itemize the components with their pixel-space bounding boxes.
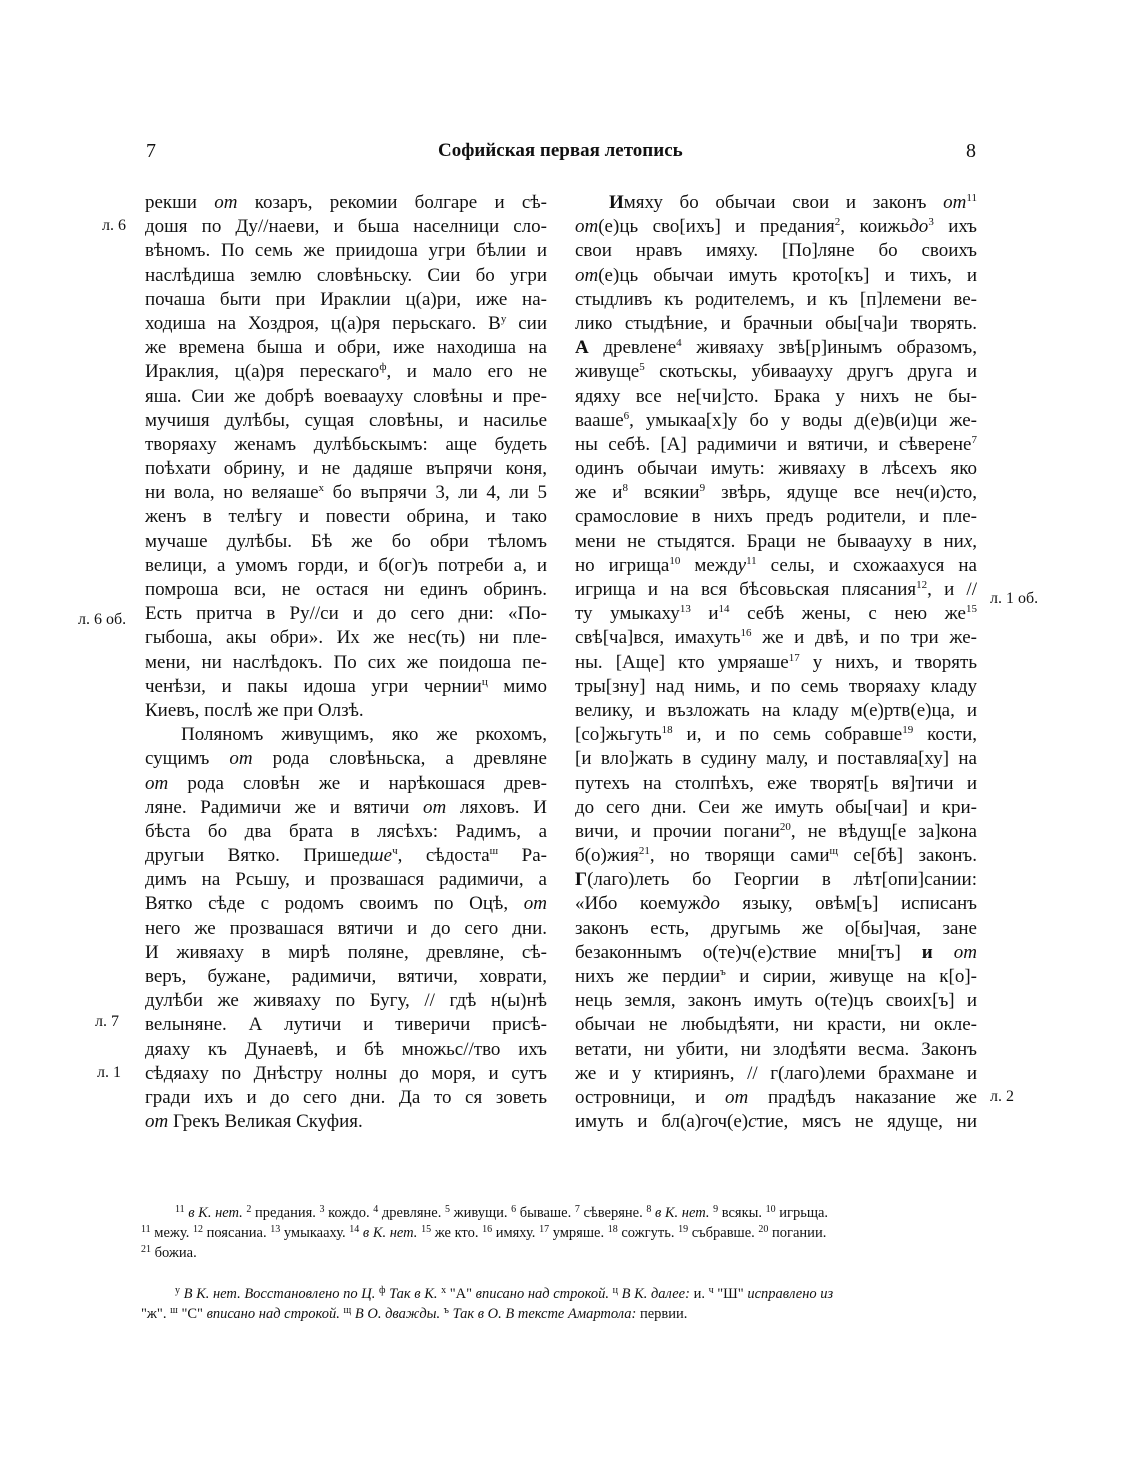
left-column-line: дошя по Ду//наеви, и бьша населници сло-	[145, 216, 547, 238]
left-column-line: поѣхати обрину, и не дадяше въпрячи коня,	[145, 458, 547, 480]
left-column-line: И живяаху в мирѣ поляне, древляне, сѣ-	[145, 941, 547, 963]
left-column-line: женъ в телѣгу и повести обрина, и тако	[145, 506, 547, 528]
margin-folio-label: л. 2	[990, 1088, 1014, 1105]
right-column-line: [и вло]жать в судину малу, и поставляа[ху] на	[575, 748, 977, 770]
right-column-line: имуть и бл(а)гоч(е)стие, мясъ не ядуще, ни	[575, 1111, 977, 1133]
left-column-line: ляне. Радимичи же и вятичи от ляховъ. И	[145, 796, 547, 818]
left-column-line: сущимъ от рода словѣньска, а древляне	[145, 748, 547, 770]
left-column-line: Киевъ, послѣ же при Олзѣ.	[145, 699, 364, 721]
right-column-line: одинъ обычаи имуть: живяаху в лѣсехъ яко	[575, 458, 977, 480]
right-column-line: от(е)ць обычаи имуть крото[къ] и тихъ, и	[575, 264, 977, 286]
right-column-line: вичи, и прочии погани$^{20}$, не вѣдущ[е за]кона	[575, 820, 977, 842]
right-column-line: стыдливъ къ родителемъ, и къ [п]лемени ве-	[575, 288, 977, 310]
right-column-line: ветати, ни убити, ни злодѣяти весма. Законъ	[575, 1038, 977, 1060]
numeric-footnotes	[141, 1203, 981, 1263]
left-column-line: мучаше дулѣбы. Бѣ же бо обри тѣломъ	[145, 530, 547, 552]
right-column-line: ны. [Аще] кто умряаше$^{17}$ у нихъ, и творять	[575, 651, 977, 673]
right-column-line: нець земля, законъ имуть о(те)цъ своих[ъ] и	[575, 990, 977, 1012]
margin-folio-label: л. 6	[102, 217, 126, 234]
left-column-line: от Грекъ Великая Скуфия.	[145, 1111, 363, 1133]
left-column-line: Вятко сѣде с родомъ своимъ по Оцѣ, от	[145, 893, 547, 915]
footnote-line: "ж". $^ш$ "С" вписано над строкой. $^щ$ В О. дважды. $^ъ$ Так в О. В тексте Амартола: первии.	[141, 1305, 688, 1322]
left-column-line: мени, ни наслѣдокъ. По сих же поидоша пе-	[145, 651, 547, 673]
right-column-line: живуще$^5$ скотьскы, убиваауху другъ друга и	[575, 361, 977, 383]
right-column-line: тры[зну] над нимь, и по семь творяаху кладу	[575, 675, 977, 697]
right-column-line: велику, и възложать на кладу м(е)ртв(е)ца, и	[575, 699, 977, 721]
right-column-line: срамословие в нихъ предъ родители, и пле-	[575, 506, 977, 528]
margin-folio-label: л. 1	[97, 1064, 121, 1081]
right-column-line: островници, и от прадѣдъ наказание же	[575, 1086, 977, 1108]
left-column-line: ходиша на Хоздроя, ц(а)ря перьскаго. $В^у$ сии	[145, 312, 547, 334]
right-column-line: [со]жьгуть$^{18}$ и, и по семь собравше$^{19}$ кости,	[575, 724, 978, 746]
right-column-line: обычаи не любыдѣяти, ни красти, ни окле-	[575, 1014, 977, 1036]
right-column-line: мени не стыдятся. Браци не бываауху в них,	[575, 530, 977, 552]
right-column-line: безаконнымъ о(те)ч(е)ствие мни[тъ] и от	[575, 941, 977, 963]
right-column-line: путехъ на столпѣхъ, еже творят[ь вя]тичи и	[575, 772, 977, 794]
right-column-line: Имяху бо обычаи свои и законъ $от^{11}$	[609, 192, 977, 213]
left-column-line: гыбоша, акы обри». Их же нес(ть) ни пле-	[145, 627, 547, 649]
right-column-line: свои нравъ имяху. [По]ляне бо своихъ	[575, 240, 977, 262]
footnote-line: $^{21}$ божиа.	[141, 1244, 197, 1261]
left-column-line: гради ихъ и до сего дни. Да то ся зоветь	[145, 1086, 547, 1108]
left-column-line: наслѣдиша землю словѣньску. Сии бо угри	[145, 264, 547, 286]
right-column-line: Г(лаго)леть бо Георгии в лѣт[опи]сании:	[575, 869, 977, 891]
margin-folio-label: л. 1 об.	[990, 590, 1039, 607]
right-column-line: игрища и на вся бѣсовьская плясания$^{12}$, и //	[575, 579, 977, 600]
right-column-line: до сего дни. Сеи же имуть обы[чаи] и кри-	[575, 796, 977, 818]
right-column-line: же и у ктириянъ, // г(лаго)леми брахмане и	[575, 1062, 977, 1084]
page-number-left: 7	[146, 140, 156, 162]
left-column-line: него же прозвашася вятичи и до сего дни.	[145, 917, 547, 939]
right-column-line: законъ есть, другымь же о[бы]чая, зане	[575, 917, 977, 939]
footnote-line: $^{11}$ межу. $^{12}$ поясаниа. $^{13}$ умыкааху. $^{14}$ в К. нет. $^{15}$ же кто. $^{16}$ имяху. $^{17}$ умряше. $^{18}$ сожгуть. $^{19}$ събравше. $^{20}$ погании.	[141, 1224, 827, 1241]
left-text-column	[145, 191, 547, 1134]
left-column-line: же времена быша и обри, иже находиша на	[145, 337, 547, 359]
left-column-line: Ираклия, ц(а)ря перескаго$^ф$, и мало его не	[145, 361, 548, 383]
left-column-line: ни вола, но веляаше$^х$ бо въпрячи 3, ли 4, ли 5	[145, 482, 547, 504]
left-column-line: яша. Сии же добрѣ воеваауху словѣны и пре-	[145, 385, 547, 407]
left-column-line: ченѣзи, и пакы идоша угри чернии$^ц$ мимо	[145, 675, 547, 697]
right-column-line: ту умыкаху$^{13}$ $и^{14}$ себѣ жены, с нею $же^{15}$	[575, 603, 977, 625]
right-column-line: лико стыдѣние, и брачныи обы[ча]и творять.	[575, 312, 977, 334]
left-column-line: бѣста бо два брата в лясѣхъ: Радимъ, а	[145, 820, 547, 842]
right-column-line: ны себѣ. [А] радимичи и вятичи, и сѣверене$^7$	[575, 433, 977, 455]
page-number-right: 8	[966, 140, 976, 162]
right-column-line: б(о)жия$^{21}$, но творящи сами$^щ$ се[бѣ] законъ.	[575, 845, 977, 867]
left-column-line: помроша вси, не остася ни единъ обринъ.	[145, 579, 547, 600]
right-column-line: же $и^8$ всякии$^9$ звѣрь, ядуще все неч(и)сто,	[575, 482, 977, 504]
left-column-line: почаша быти при Ираклии ц(а)ри, иже на-	[145, 288, 547, 310]
left-column-line: дулѣби же живяаху по Бугу, // гдѣ н(ы)нѣ	[145, 990, 547, 1012]
right-column-line: А древлене$^4$ живяаху звѣ[р]инымъ образомъ,	[575, 337, 977, 359]
right-column-line: ядяху все не[чи]сто. Брака у нихъ не бы-	[575, 385, 978, 407]
running-title: Софийская первая летопись	[438, 140, 683, 161]
left-column-line: творяаху женамъ дулѣбьскымъ: аще будеть	[145, 433, 547, 455]
footnote-line: $^у$ В К. нет. Восстановлено по Ц. $^ф$ Так в К. $^х$ "А" вписано над строкой. $^ц$ В К. далее: и. $^ч$ "Ш" исправлено из	[175, 1285, 834, 1302]
left-column-line: Поляномъ живущимъ, яко же ркохомъ,	[181, 724, 547, 746]
left-column-line: сѣдяаху по Днѣстру нолны до моря, и сутъ	[145, 1062, 547, 1084]
left-column-line: рекши от козаръ, рекомии болгаре и сѣ-	[145, 192, 547, 213]
footnote-line: $^{11}$ в К. нет. $^2$ предания. $^3$ кождо. $^4$ древляне. $^5$ живущи. $^6$ бываше. $^7$ сѣверяне. $^8$ в К. нет. $^9$ всякы. $^{10}$ игрьща.	[175, 1204, 829, 1221]
left-column-line: велици, а умомъ горди, и б(ог)ъ потреби а, и	[145, 554, 547, 576]
right-text-column	[575, 191, 977, 1134]
right-column-line: вааше$^6$, умыкаа[х]у бо у воды д(е)в(и)ци же-	[575, 409, 977, 431]
right-column-line: от(е)ць сво[ихъ] и предания$^2$, коижьдо$^3$ ихъ	[575, 216, 977, 238]
left-column-line: Есть притча в Ру//си и до сего дни: «По-	[145, 603, 547, 625]
left-column-line: мучишя дулѣбы, сущая словѣны, и насилье	[145, 409, 547, 431]
right-column-line: но игрища$^{10}$ между$^{11}$ селы, и схожаахуся на	[575, 554, 977, 576]
left-column-line: дяаху къ Дунаевѣ, и бѣ множьс//тво ихъ	[145, 1038, 547, 1060]
margin-folio-label: л. 6 об.	[78, 611, 127, 628]
left-column-line: димъ на Рсьшу, и прозвашася радимичи, а	[145, 869, 547, 891]
margin-folio-label: л. 7	[95, 1013, 119, 1030]
left-column-line: веръ, бужане, радимичи, вятичи, ховрати,	[145, 966, 547, 987]
letter-footnotes	[141, 1284, 981, 1324]
right-column-line: нихъ же пердии$^ъ$ и сирии, живуще на к[о]-	[575, 966, 977, 987]
left-column-line: от рода словѣн же и нарѣкошася древ-	[145, 772, 547, 794]
left-column-line: велыняне. А лутичи и тиверичи присѣ-	[145, 1014, 547, 1036]
right-column-line: «Ибо коемуждо языку, овѣм[ъ] исписанъ	[575, 893, 977, 915]
left-column-line: другыи Вятко. Пришедше$^ч$, сѣдоста$^ш$ Ра-	[145, 845, 547, 867]
right-column-line: свѣ[ча]вся, имахуть$^{16}$ же и двѣ, и по три же-	[575, 627, 977, 649]
left-column-line: вѣномъ. По семь же приидоша угри бѣлии и	[145, 240, 547, 262]
